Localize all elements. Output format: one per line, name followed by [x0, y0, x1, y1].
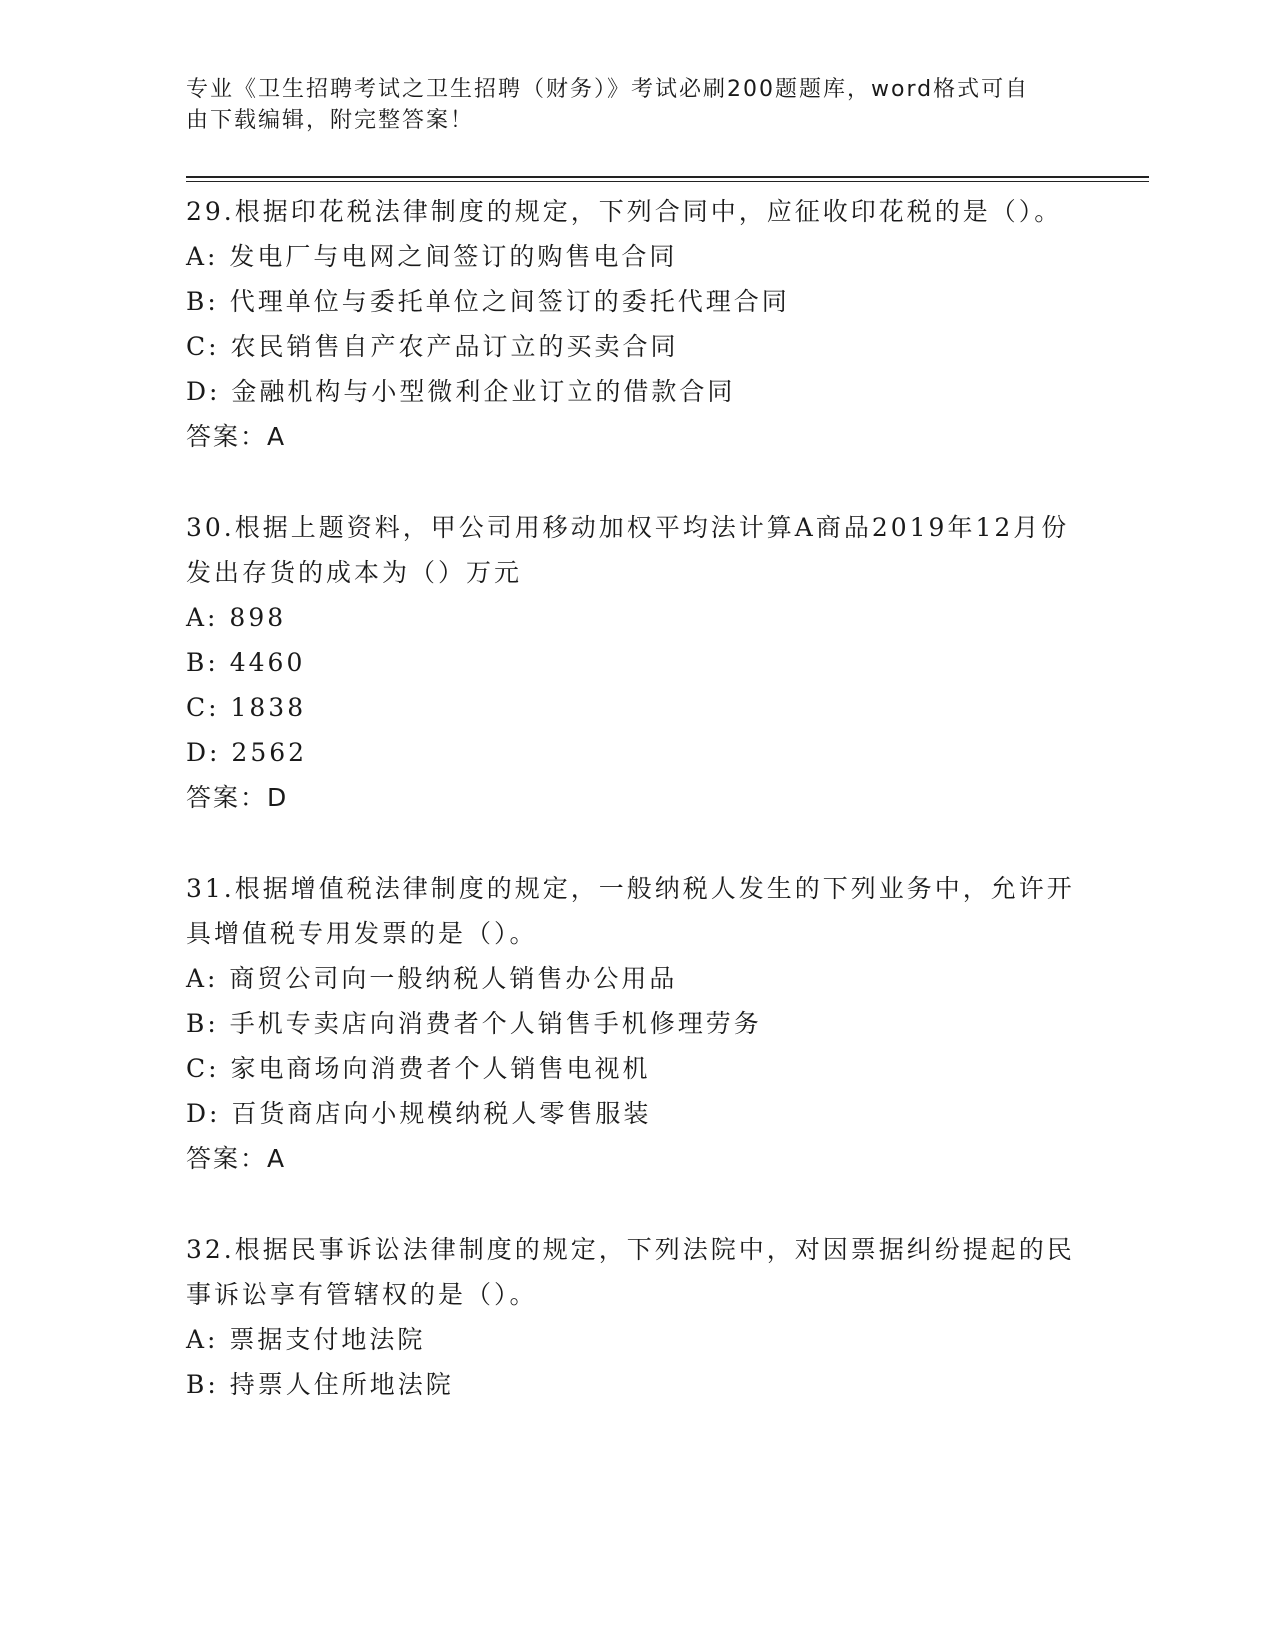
question-list	[186, 189, 1086, 1453]
answer-line: 答案：D	[186, 783, 289, 812]
document-header	[186, 74, 1066, 136]
header-line-2: 由下载编辑，附完整答案！	[186, 108, 475, 133]
header-divider	[186, 176, 1149, 182]
option-c: C: 1838	[186, 693, 307, 722]
question-29	[186, 189, 1086, 459]
question-stem: 30.根据上题资料，甲公司用移动加权平均法计算A商品2019年12月份发出存货的成本为（）万元	[186, 513, 1070, 587]
answer-line: 答案：A	[186, 422, 287, 451]
option-a: A: 898	[186, 603, 287, 632]
option-d: D: 百货商店向小规模纳税人零售服装	[186, 1099, 652, 1128]
option-d: D: 2562	[186, 738, 308, 767]
option-b: B: 代理单位与委托单位之间签订的委托代理合同	[186, 287, 790, 316]
question-32	[186, 1227, 1086, 1407]
option-b: B: 手机专卖店向消费者个人销售手机修理劳务	[186, 1009, 762, 1038]
answer-line: 答案：A	[186, 1144, 287, 1173]
option-a: A: 票据支付地法院	[186, 1325, 426, 1354]
header-line-1: 专业《卫生招聘考试之卫生招聘（财务）》考试必刷200题题库，word格式可自	[186, 77, 1030, 102]
question-stem: 29.根据印花税法律制度的规定，下列合同中，应征收印花税的是（）。	[186, 197, 1063, 226]
question-stem: 32.根据民事诉讼法律制度的规定，下列法院中，对因票据纠纷提起的民事诉讼享有管辖权的是（）。	[186, 1235, 1075, 1309]
option-c: C: 农民销售自产农产品订立的买卖合同	[186, 332, 679, 361]
option-b: B: 持票人住所地法院	[186, 1370, 454, 1399]
question-stem: 31.根据增值税法律制度的规定，一般纳税人发生的下列业务中，允许开具增值税专用发票的是（）。	[186, 874, 1075, 948]
option-b: B: 4460	[186, 648, 306, 677]
question-30	[186, 505, 1086, 820]
question-31	[186, 866, 1086, 1181]
option-c: C: 家电商场向消费者个人销售电视机	[186, 1054, 651, 1083]
option-a: A: 商贸公司向一般纳税人销售办公用品	[186, 964, 678, 993]
option-d: D: 金融机构与小型微利企业订立的借款合同	[186, 377, 736, 406]
option-a: A: 发电厂与电网之间签订的购售电合同	[186, 242, 678, 271]
